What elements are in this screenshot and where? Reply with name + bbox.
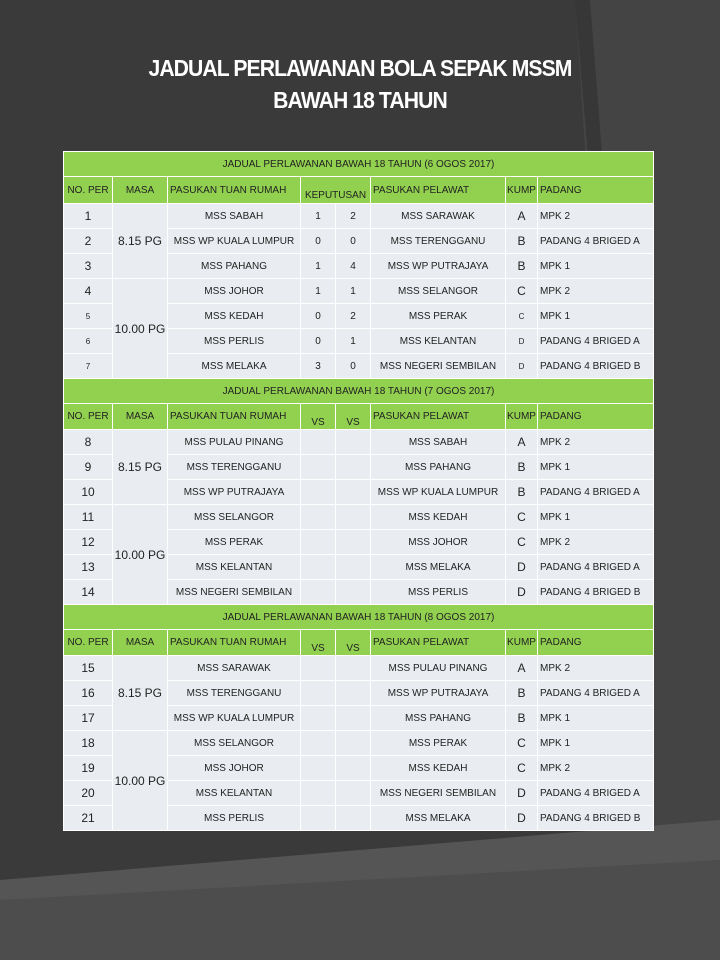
header-keputusan: KEPUTUSAN [301, 177, 371, 204]
away-team: MSS SARAWAK [371, 204, 506, 229]
header-score-2: VS [336, 630, 371, 656]
away-score [336, 756, 371, 781]
section-title: JADUAL PERLAWANAN BAWAH 18 TAHUN (6 OGOS 2017) [64, 152, 654, 177]
away-score [336, 455, 371, 480]
home-score [301, 656, 336, 681]
away-team: MSS PERLIS [371, 580, 506, 605]
table-row [64, 656, 654, 681]
group: D [506, 580, 538, 605]
match-number: 16 [64, 681, 113, 706]
home-score: 0 [301, 304, 336, 329]
away-score: 2 [336, 304, 371, 329]
title-line-1: JADUAL PERLAWANAN BOLA SEPAK MSSM [148, 55, 572, 81]
field: PADANG 4 BRIGED A [538, 229, 654, 254]
match-number: 6 [64, 329, 113, 354]
group: A [506, 430, 538, 455]
match-time: 8.15 PG [113, 656, 168, 731]
header-padang: PADANG [538, 404, 654, 430]
home-team: MSS PULAU PINANG [168, 430, 301, 455]
table-row [64, 279, 654, 304]
home-team: MSS SABAH [168, 204, 301, 229]
home-score [301, 706, 336, 731]
home-score [301, 430, 336, 455]
title-line-2: BAWAH 18 TAHUN [273, 87, 447, 113]
header-padang: PADANG [538, 177, 654, 204]
group: C [506, 530, 538, 555]
group: B [506, 254, 538, 279]
away-score: 0 [336, 229, 371, 254]
field: PADANG 4 BRIGED A [538, 480, 654, 505]
home-score: 0 [301, 229, 336, 254]
away-team: MSS NEGERI SEMBILAN [371, 781, 506, 806]
header-score-1: VS [301, 404, 336, 430]
away-team: MSS WP PUTRAJAYA [371, 254, 506, 279]
header-away: PASUKAN PELAWAT [371, 404, 506, 430]
home-score [301, 731, 336, 756]
home-team: MSS PAHANG [168, 254, 301, 279]
home-team: MSS WP KUALA LUMPUR [168, 706, 301, 731]
field: PADANG 4 BRIGED A [538, 329, 654, 354]
header-masa: MASA [113, 177, 168, 204]
field: MPK 2 [538, 530, 654, 555]
group: B [506, 480, 538, 505]
home-team: MSS WP KUALA LUMPUR [168, 229, 301, 254]
header-kump: KUMP [506, 177, 538, 204]
away-team: MSS KELANTAN [371, 329, 506, 354]
match-number: 13 [64, 555, 113, 580]
match-number: 12 [64, 530, 113, 555]
group: D [506, 555, 538, 580]
home-team: MSS KELANTAN [168, 781, 301, 806]
table-row [64, 204, 654, 229]
group: A [506, 656, 538, 681]
match-number: 1 [64, 204, 113, 229]
field: MPK 1 [538, 505, 654, 530]
column-header-row [64, 630, 654, 656]
away-team: MSS SELANGOR [371, 279, 506, 304]
away-score [336, 505, 371, 530]
away-team: MSS PERAK [371, 304, 506, 329]
header-away: PASUKAN PELAWAT [371, 630, 506, 656]
home-score [301, 455, 336, 480]
section-title: JADUAL PERLAWANAN BAWAH 18 TAHUN (7 OGOS 2017) [64, 379, 654, 404]
group: D [506, 354, 538, 379]
home-score [301, 806, 336, 831]
home-score [301, 681, 336, 706]
field: PADANG 4 BRIGED A [538, 781, 654, 806]
header-score-1: VS [301, 630, 336, 656]
match-number: 15 [64, 656, 113, 681]
away-score [336, 430, 371, 455]
match-number: 17 [64, 706, 113, 731]
away-team: MSS MELAKA [371, 806, 506, 831]
away-team: MSS KEDAH [371, 756, 506, 781]
field: PADANG 4 BRIGED B [538, 806, 654, 831]
match-number: 11 [64, 505, 113, 530]
home-team: MSS SELANGOR [168, 731, 301, 756]
away-score [336, 781, 371, 806]
field: PADANG 4 BRIGED A [538, 555, 654, 580]
home-team: MSS MELAKA [168, 354, 301, 379]
match-number: 19 [64, 756, 113, 781]
home-score [301, 530, 336, 555]
field: MPK 2 [538, 279, 654, 304]
away-score: 0 [336, 354, 371, 379]
home-score [301, 505, 336, 530]
match-number: 20 [64, 781, 113, 806]
match-number: 8 [64, 430, 113, 455]
match-time: 8.15 PG [113, 204, 168, 279]
header-home: PASUKAN TUAN RUMAH [168, 404, 301, 430]
field: MPK 2 [538, 756, 654, 781]
match-number: 4 [64, 279, 113, 304]
header-no: NO. PER [64, 630, 113, 656]
header-home: PASUKAN TUAN RUMAH [168, 630, 301, 656]
away-team: MSS PAHANG [371, 706, 506, 731]
away-team: MSS WP KUALA LUMPUR [371, 480, 506, 505]
header-masa: MASA [113, 404, 168, 430]
home-score: 0 [301, 329, 336, 354]
table-row [64, 505, 654, 530]
away-score [336, 480, 371, 505]
section-title-row [64, 605, 654, 630]
field: PADANG 4 BRIGED A [538, 681, 654, 706]
home-score [301, 781, 336, 806]
match-number: 14 [64, 580, 113, 605]
field: MPK 2 [538, 656, 654, 681]
away-team: MSS SABAH [371, 430, 506, 455]
home-team: MSS TERENGGANU [168, 455, 301, 480]
field: MPK 1 [538, 304, 654, 329]
group: D [506, 781, 538, 806]
match-time: 8.15 PG [113, 430, 168, 505]
header-score-2: VS [336, 404, 371, 430]
home-score [301, 555, 336, 580]
away-team: MSS PULAU PINANG [371, 656, 506, 681]
away-score [336, 681, 371, 706]
home-score: 1 [301, 204, 336, 229]
group: B [506, 706, 538, 731]
away-score [336, 656, 371, 681]
column-header-row [64, 404, 654, 430]
section-title-row [64, 152, 654, 177]
away-team: MSS KEDAH [371, 505, 506, 530]
away-score: 4 [336, 254, 371, 279]
away-score: 2 [336, 204, 371, 229]
away-team: MSS WP PUTRAJAYA [371, 681, 506, 706]
column-header-row [64, 177, 654, 204]
away-score [336, 530, 371, 555]
match-number: 3 [64, 254, 113, 279]
field: MPK 1 [538, 455, 654, 480]
section-title-row [64, 379, 654, 404]
field: MPK 1 [538, 731, 654, 756]
home-team: MSS KEDAH [168, 304, 301, 329]
header-away: PASUKAN PELAWAT [371, 177, 506, 204]
home-team: MSS JOHOR [168, 756, 301, 781]
match-time: 10.00 PG [113, 731, 168, 831]
away-score [336, 580, 371, 605]
home-score: 3 [301, 354, 336, 379]
away-score [336, 706, 371, 731]
match-number: 5 [64, 304, 113, 329]
header-kump: KUMP [506, 404, 538, 430]
match-time: 10.00 PG [113, 505, 168, 605]
away-score: 1 [336, 279, 371, 304]
match-number: 18 [64, 731, 113, 756]
field: MPK 2 [538, 430, 654, 455]
group: B [506, 455, 538, 480]
home-team: MSS WP PUTRAJAYA [168, 480, 301, 505]
table-row [64, 430, 654, 455]
home-team: MSS PERLIS [168, 329, 301, 354]
home-team: MSS KELANTAN [168, 555, 301, 580]
away-score [336, 731, 371, 756]
group: C [506, 279, 538, 304]
table-row [64, 731, 654, 756]
field: PADANG 4 BRIGED B [538, 580, 654, 605]
section-title: JADUAL PERLAWANAN BAWAH 18 TAHUN (8 OGOS 2017) [64, 605, 654, 630]
group: C [506, 756, 538, 781]
field: MPK 1 [538, 254, 654, 279]
group: D [506, 806, 538, 831]
field: MPK 2 [538, 204, 654, 229]
match-number: 2 [64, 229, 113, 254]
header-kump: KUMP [506, 630, 538, 656]
home-team: MSS TERENGGANU [168, 681, 301, 706]
field: MPK 1 [538, 706, 654, 731]
header-padang: PADANG [538, 630, 654, 656]
match-time: 10.00 PG [113, 279, 168, 379]
match-number: 21 [64, 806, 113, 831]
away-score [336, 806, 371, 831]
home-team: MSS SARAWAK [168, 656, 301, 681]
home-score: 1 [301, 279, 336, 304]
home-team: MSS PERAK [168, 530, 301, 555]
home-team: MSS JOHOR [168, 279, 301, 304]
home-score [301, 756, 336, 781]
home-team: MSS PERLIS [168, 806, 301, 831]
match-number: 9 [64, 455, 113, 480]
home-team: MSS SELANGOR [168, 505, 301, 530]
away-team: MSS PERAK [371, 731, 506, 756]
group: B [506, 229, 538, 254]
group: B [506, 681, 538, 706]
home-team: MSS NEGERI SEMBILAN [168, 580, 301, 605]
away-score [336, 555, 371, 580]
group: D [506, 329, 538, 354]
group: C [506, 505, 538, 530]
away-team: MSS TERENGGANU [371, 229, 506, 254]
field: PADANG 4 BRIGED B [538, 354, 654, 379]
match-number: 10 [64, 480, 113, 505]
schedule-table [63, 151, 654, 831]
home-score [301, 580, 336, 605]
home-score: 1 [301, 254, 336, 279]
page-title [29, 52, 691, 116]
away-team: MSS MELAKA [371, 555, 506, 580]
away-team: MSS NEGERI SEMBILAN [371, 354, 506, 379]
header-home: PASUKAN TUAN RUMAH [168, 177, 301, 204]
group: C [506, 731, 538, 756]
away-team: MSS JOHOR [371, 530, 506, 555]
away-score: 1 [336, 329, 371, 354]
group: C [506, 304, 538, 329]
match-number: 7 [64, 354, 113, 379]
header-masa: MASA [113, 630, 168, 656]
away-team: MSS PAHANG [371, 455, 506, 480]
group: A [506, 204, 538, 229]
header-no: NO. PER [64, 404, 113, 430]
home-score [301, 480, 336, 505]
header-no: NO. PER [64, 177, 113, 204]
